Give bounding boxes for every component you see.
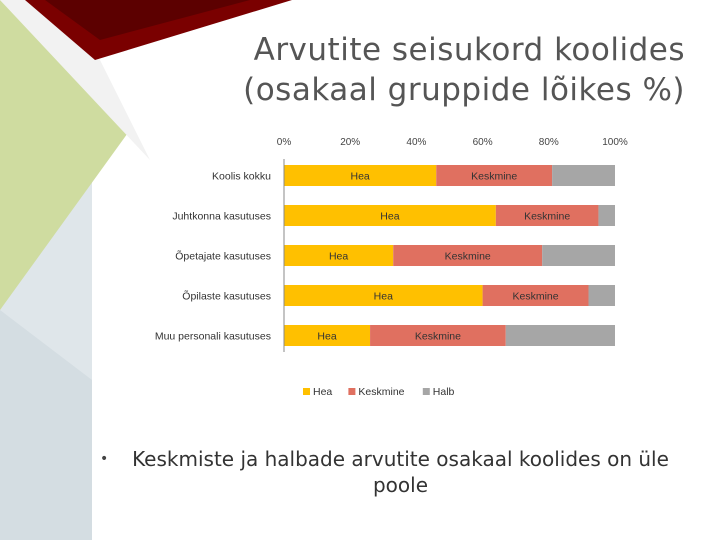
data-label: Hea [373, 290, 393, 303]
legend-label: Hea [313, 386, 333, 398]
legend-swatch-hea [303, 388, 310, 395]
category-label: Õpetajate kasutuses [175, 250, 271, 263]
legend-swatch-halb [423, 388, 430, 395]
x-tick-label: 20% [340, 137, 361, 148]
bullet-text: Keskmiste ja halbade arvutite osakaal koolides on üle poole [132, 447, 669, 497]
bullet-marker: • [100, 451, 109, 467]
legend-swatch-keskmine [348, 388, 355, 395]
bar-halb [552, 165, 615, 186]
legend-label: Keskmine [358, 386, 405, 398]
category-label: Juhtkonna kasutuses [172, 210, 271, 223]
x-tick-label: 60% [472, 137, 493, 148]
data-label: Keskmine [512, 290, 559, 303]
data-label: Keskmine [444, 250, 491, 263]
data-label: Hea [350, 170, 370, 183]
title-line-1: Arvutite seisukord koolides [253, 32, 685, 68]
data-label: Hea [328, 250, 349, 263]
bar-halb [506, 325, 615, 346]
category-label: Muu personali kasutuses [154, 330, 271, 343]
category-label: Õpilaste kasutuses [182, 290, 271, 303]
data-label: Keskmine [471, 170, 518, 183]
bar-halb [598, 205, 615, 226]
data-label: Keskmine [414, 330, 461, 343]
x-tick-label: 0% [276, 137, 292, 148]
bar-halb [542, 245, 615, 266]
x-tick-label: 80% [538, 137, 559, 148]
data-label: Hea [380, 210, 400, 223]
category-label: Koolis kokku [212, 170, 271, 183]
x-tick-label: 100% [602, 137, 628, 148]
title-line-2: (osakaal gruppide lõikes %) [243, 72, 685, 108]
x-tick-label: 40% [406, 137, 427, 148]
bar-halb [589, 285, 615, 306]
data-label: Hea [317, 330, 337, 343]
legend-label: Halb [432, 386, 455, 398]
data-label: Keskmine [524, 210, 571, 223]
